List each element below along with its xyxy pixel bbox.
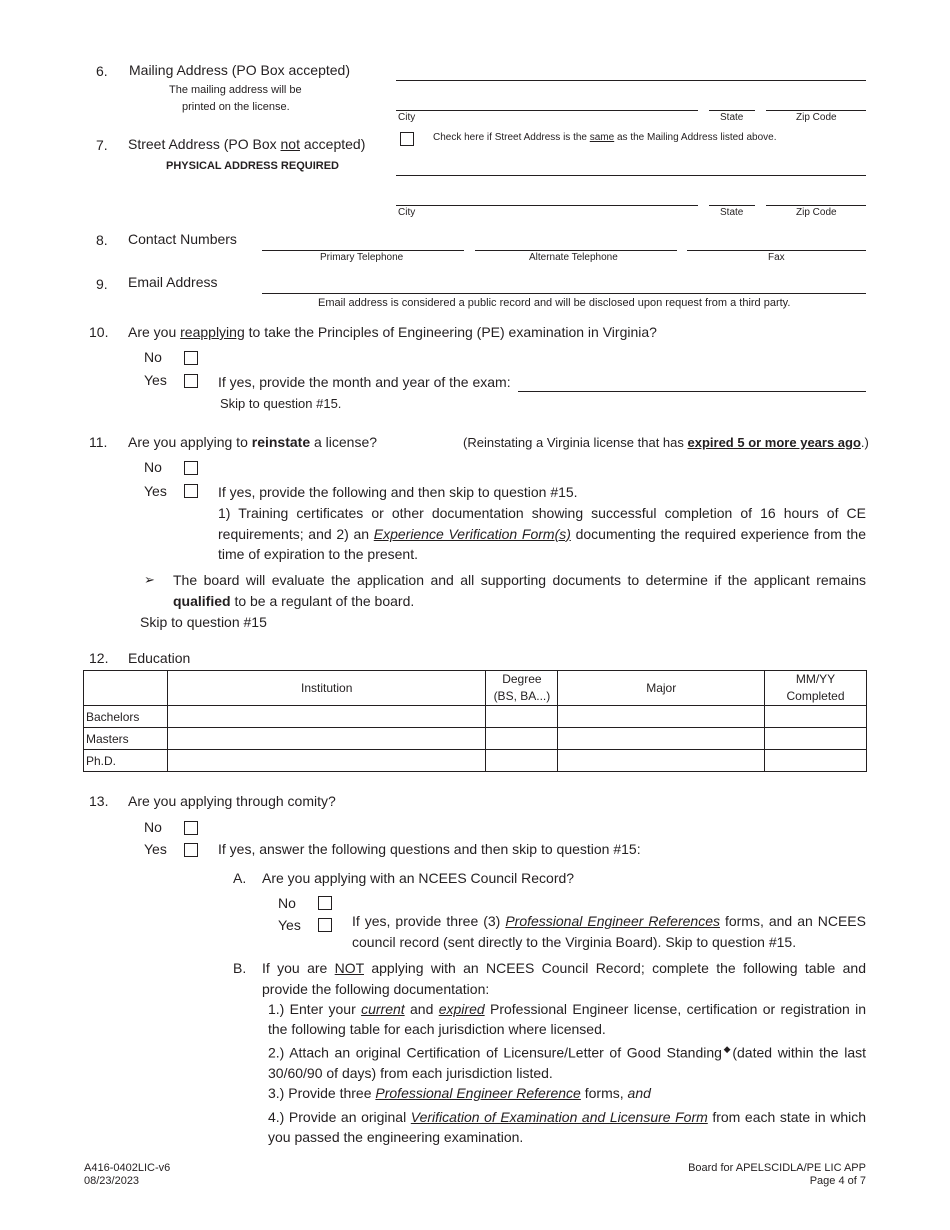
primary-telephone-caption: Primary Telephone (320, 252, 404, 263)
street-zip-line[interactable] (766, 205, 866, 206)
email-public-record-note: Email address is considered a public record and will be disclosed upon request from a third party. (318, 297, 791, 309)
page-number: Page 4 of 7 (809, 1175, 866, 1187)
q13a-letter: A. (233, 870, 247, 886)
q13-no-label: No (144, 819, 162, 835)
q6-number: 6. (96, 63, 108, 79)
q13-label: Are you applying through comity? (128, 793, 336, 809)
q11-yes-checkbox[interactable] (184, 484, 198, 498)
q10-yes-checkbox[interactable] (184, 374, 198, 388)
q11-no-checkbox[interactable] (184, 461, 198, 475)
bachelors-degree-cell[interactable] (486, 706, 558, 728)
education-header-row (84, 671, 867, 706)
email-address-line[interactable] (262, 293, 866, 294)
q12-label: Education (128, 650, 191, 666)
education-row-label: Masters (84, 728, 168, 750)
table-row (84, 728, 867, 750)
masters-institution-cell[interactable] (167, 728, 486, 750)
q13a-yes-checkbox[interactable] (318, 918, 332, 932)
fax-line[interactable] (687, 250, 866, 251)
q11-number: 11. (89, 434, 108, 450)
board-name: Board for APELSCIDLA/PE LIC APP (688, 1162, 866, 1174)
q10-yes-label: Yes (144, 372, 167, 388)
mailing-city-line[interactable] (396, 110, 698, 111)
q11-requirements: 1) Training certificates or other documentation showing successful completion of 16 hours of CE requirements; and 2) an Experience Verification Form(s) documenting the required experience from the time of expiration to the present. (218, 505, 867, 562)
same-as-mailing-label: Check here if Street Address is the same as the Mailing Address listed above. (433, 132, 777, 143)
street-zip-caption: Zip Code (796, 207, 837, 218)
q11-yes-text: If yes, provide the following and then skip to question #15. (218, 484, 578, 500)
bachelors-major-cell[interactable] (558, 706, 765, 728)
q13a-no-checkbox[interactable] (318, 896, 332, 910)
q9-label: Email Address (128, 274, 218, 290)
phd-institution-cell[interactable] (167, 750, 486, 772)
q12-number: 12. (89, 650, 109, 666)
alternate-telephone-caption: Alternate Telephone (529, 252, 618, 263)
phd-major-cell[interactable] (558, 750, 765, 772)
street-city-line[interactable] (396, 205, 698, 206)
q13-yes-text: If yes, answer the following questions and then skip to question #15: (218, 841, 641, 857)
education-table (83, 670, 867, 772)
education-row-label: Ph.D. (84, 750, 168, 772)
q13a-no-label: No (278, 895, 296, 911)
arrow-bullet-icon: ➢ (144, 572, 155, 587)
fax-caption: Fax (768, 252, 785, 263)
education-header-major: Major (558, 671, 765, 706)
q10-yes-text: If yes, provide the month and year of the exam: (218, 374, 511, 390)
q13a-yes-label: Yes (278, 917, 301, 933)
mailing-state-line[interactable] (709, 110, 755, 111)
primary-telephone-line[interactable] (262, 250, 464, 251)
education-row-label: Bachelors (84, 706, 168, 728)
q13-yes-label: Yes (144, 841, 167, 857)
alternate-telephone-line[interactable] (475, 250, 677, 251)
masters-degree-cell[interactable] (486, 728, 558, 750)
q13a-yes-text: If yes, provide three (3) Professional Engineer References forms, and an NCEES council record (sent directly to the Virginia Board). Skip to question #15. (352, 913, 866, 950)
footer-right (688, 1162, 866, 1188)
q11-reinstate-aside: (Reinstating a Virginia license that has expired 5 or more years ago.) (463, 435, 869, 450)
table-row (84, 750, 867, 772)
q6-note-line2: printed on the license. (182, 101, 290, 113)
q8-label: Contact Numbers (128, 231, 237, 247)
q7-label: Street Address (PO Box not accepted) (128, 136, 366, 152)
education-header-blank (84, 671, 168, 706)
street-state-line[interactable] (709, 205, 755, 206)
street-state-caption: State (720, 207, 744, 218)
q11-skip: Skip to question #15 (140, 614, 267, 630)
q8-number: 8. (96, 232, 108, 248)
q7-physical-required: PHYSICAL ADDRESS REQUIRED (166, 160, 339, 172)
mailing-address-line[interactable] (396, 80, 866, 81)
q11-yes-label: Yes (144, 483, 167, 499)
q13-yes-checkbox[interactable] (184, 843, 198, 857)
q13b-item-1: 1.) Enter your current and expired Professional Engineer license, certification or registration in the following table for each jurisdiction where licensed. (268, 1001, 867, 1037)
education-header-completed: MM/YY Completed (765, 671, 867, 706)
mailing-state-caption: State (720, 112, 744, 123)
q10-number: 10. (89, 324, 109, 340)
mailing-zip-line[interactable] (766, 110, 866, 111)
masters-completed-cell[interactable] (765, 728, 867, 750)
q13-number: 13. (89, 793, 109, 809)
q13a-label: Are you applying with an NCEES Council Record? (262, 870, 575, 886)
q10-skip: Skip to question #15. (220, 396, 342, 411)
q11-board-evaluation: The board will evaluate the application and all supporting documents to determine if the applicant remains qualified to be a regulant of the board. (173, 572, 866, 609)
exam-month-year-line[interactable] (518, 391, 866, 392)
diamond-mark-icon: ◆ (721, 1044, 733, 1054)
bachelors-institution-cell[interactable] (167, 706, 486, 728)
street-city-caption: City (398, 207, 416, 218)
q6-label: Mailing Address (PO Box accepted) (129, 62, 350, 78)
same-as-mailing-checkbox[interactable] (400, 132, 414, 146)
q10-no-label: No (144, 349, 162, 365)
table-row (84, 706, 867, 728)
phd-degree-cell[interactable] (486, 750, 558, 772)
q13-no-checkbox[interactable] (184, 821, 198, 835)
q6-note-line1: The mailing address will be (169, 84, 302, 96)
education-header-institution: Institution (167, 671, 486, 706)
q11-label: Are you applying to reinstate a license? (128, 434, 378, 450)
q10-label: Are you reapplying to take the Principles of Engineering (PE) examination in Virginia? (128, 324, 657, 340)
q7-number: 7. (96, 137, 108, 153)
phd-completed-cell[interactable] (765, 750, 867, 772)
q13b-item-4: 4.) Provide an original Verification of Examination and Licensure Form from each state in which you passed the engineering examination. (268, 1109, 866, 1145)
q13b-text: If you are NOT applying with an NCEES Council Record; complete the following table and provide the following documentation: (262, 960, 866, 997)
form-id: A416-0402LIC-v6 (84, 1162, 171, 1174)
q13b-item-3: 3.) Provide three Professional Engineer Reference forms, and (268, 1085, 651, 1101)
q10-no-checkbox[interactable] (184, 351, 198, 365)
q13b-item-2: 2.) Attach an original Certification of Licensure/Letter of Good Standing◆(dated within the last 30/60/90 of days) from each jurisdiction listed. (268, 1044, 867, 1081)
street-address-line[interactable] (396, 175, 866, 176)
q13b-letter: B. (233, 960, 247, 976)
masters-major-cell[interactable] (558, 728, 765, 750)
footer-left (84, 1162, 170, 1188)
form-date: 08/23/2023 (84, 1175, 140, 1187)
mailing-city-caption: City (398, 112, 416, 123)
q9-number: 9. (96, 276, 108, 292)
education-header-degree: Degree (BS, BA...) (486, 671, 558, 706)
mailing-zip-caption: Zip Code (796, 112, 837, 123)
bachelors-completed-cell[interactable] (765, 706, 867, 728)
q11-no-label: No (144, 459, 162, 475)
